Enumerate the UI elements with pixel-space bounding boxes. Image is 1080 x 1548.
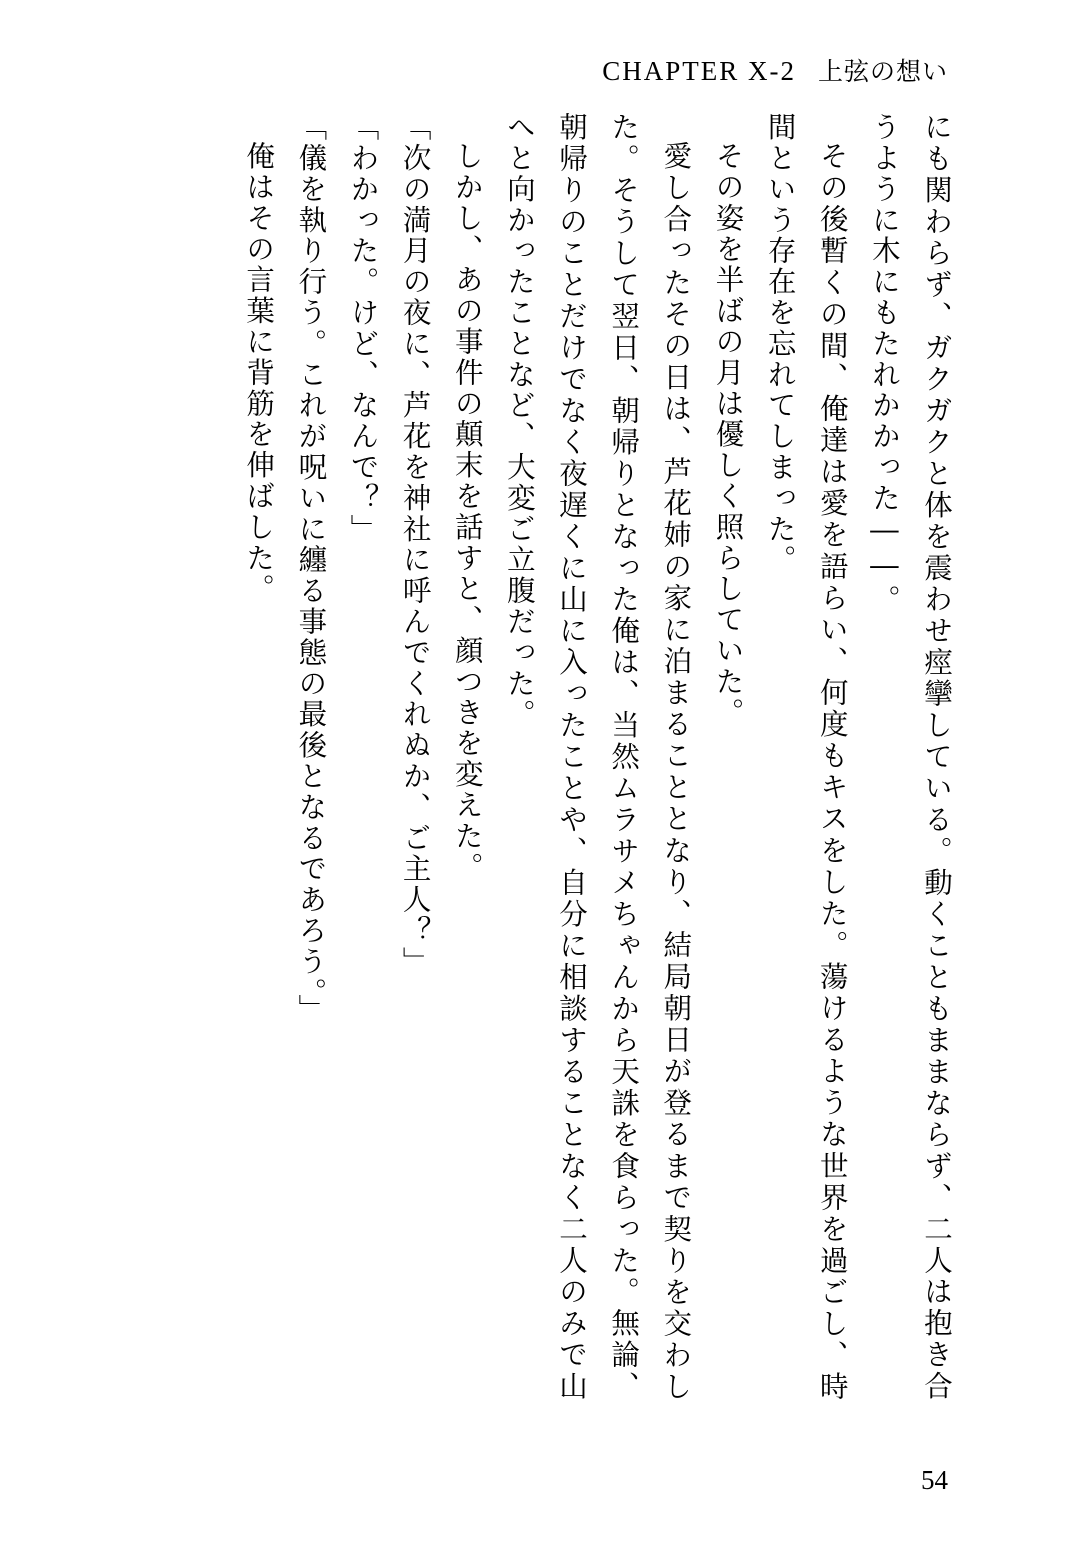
paragraph: その姿を半ばの月は優しく照らしていた。 <box>711 140 745 728</box>
paragraph: しかし、あの事件の顛末を話すと、顔つきを変えた。 <box>450 140 484 883</box>
paragraph: 「儀を執り行う。これが呪いに纏る事態の最後となるであろう。」 <box>294 112 328 1025</box>
running-head <box>602 52 948 88</box>
paragraph: 愛し合ったその日は、芦花姉の家に泊まることとなり、結局朝日が登るまで契りを交わした。そうして翌日、朝帰りとなった俺は、当然ムラサメちゃんから天誅を食らった。無論、朝帰りのことだけでなく夜遅くに山に入ったことや、自分に相談することなく二人のみで山へと向かったことなど、大変ご立腹だった。 <box>502 112 693 1402</box>
paragraph: 「わかった。けど、なんで？」 <box>346 112 380 545</box>
paragraph: にも関わらず、ガクガクと体を震わせ痙攣している。動くこともままならず、二人は抱き合うように木にもたれかかった――。 <box>867 112 953 1402</box>
paragraph: 「次の満月の夜に、芦花を神社に呼んでくれぬか、ご主人？」 <box>398 112 432 978</box>
chapter-subtitle: 上弦の想い <box>817 57 948 86</box>
body-text <box>150 112 962 1402</box>
paragraph: 俺はその言葉に背筋を伸ばした。 <box>242 140 276 604</box>
chapter-label: CHAPTER X-2 <box>602 56 796 86</box>
page-number: 54 <box>921 1465 948 1495</box>
paragraph: その後暫くの間、俺達は愛を語らい、何度もキスをした。蕩けるような世界を過ごし、時間という存在を忘れてしまった。 <box>763 112 849 1402</box>
